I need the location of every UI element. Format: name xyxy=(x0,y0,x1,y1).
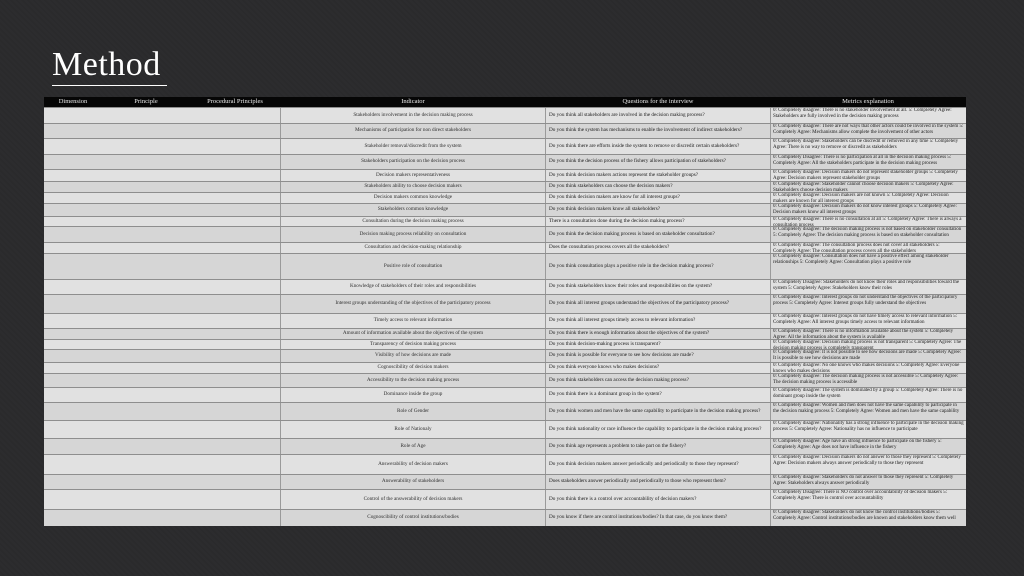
table-row xyxy=(44,474,966,489)
question-cell: Do you think stakeholders can access the decision making process? xyxy=(549,376,689,383)
indicator-cell: Timely access to relevant information xyxy=(280,314,546,328)
indicator-cell: Positive role of consultation xyxy=(280,254,546,279)
metric-cell: 0: Completely disagree: The consultation process does not cover all stakeholders 5: Completely Agree: The consultation process covers all the stakeholders xyxy=(770,243,966,253)
question-cell: Do you know if there are control institutions/bodies? In that case, do you know them? xyxy=(549,514,728,521)
metric-cell: 0: Completely disagree: There is no information available about the system 5: Completely Agree: All the information about the system is available xyxy=(770,329,966,339)
header-dimension: Dimension xyxy=(58,98,88,105)
question-cell: Does the consultation process covers all the stakeholders? xyxy=(549,244,670,251)
question-cell: Do you think decision makers actions represent the stakeholder groups? xyxy=(549,171,699,178)
metric-cell: 0: Completely disagree: Stakeholders do not answer to those they represent 5: Completely Agree: Stakeholders always answer periodically xyxy=(770,475,966,489)
metric-cell: 0: Completely Disagree: There is no participation at all in the decision making process 5: Completely Agree: All the stakeholders participate in the decision making process xyxy=(770,155,966,169)
metric-cell: 0: Completely disagree: Decision makers are not known 5: Completely Agree: Decision makers are known for all interest groups xyxy=(770,193,966,203)
table-row xyxy=(44,203,966,216)
question-cell: Do you think there is enough information about the objectives of the system? xyxy=(549,330,710,337)
indicator-cell: Decision makers representativeness xyxy=(280,170,546,181)
question-cell: Do you think all interest groups understand the objectives of the participatory process? xyxy=(549,300,730,307)
metric-cell: 0: Completely disagree: There is no stakeholder involvement at all. 5: Completely Agree: Stakeholders are fully involved in the decision making process xyxy=(770,108,966,123)
table-row xyxy=(44,402,966,420)
indicator-cell: Control of the answerability of decision makers xyxy=(280,490,546,509)
question-cell: Do you think there is a control over accountability of decision makers? xyxy=(549,495,697,502)
table-row xyxy=(44,294,966,313)
question-cell: Do you think decision makers are know for all interest groups? xyxy=(549,194,680,201)
table-row xyxy=(44,169,966,181)
question-cell: Do you think is possible for everyone to see how decisions are made? xyxy=(549,352,694,359)
table-row xyxy=(44,454,966,474)
metric-cell: 0: Completely disagree: Nationality has a strong influence to participate in the decision making process 5: Completely Agree: Nationality has no influence to participate xyxy=(770,421,966,438)
indicator-cell: Knowledge of stakeholders of their roles and responsibilities xyxy=(280,280,546,294)
question-cell: Do you think consultation plays a positive role in the decision making process? xyxy=(549,262,714,269)
question-cell: Does stakeholders answer periodically and periodically to those who represent them? xyxy=(549,478,726,485)
metric-cell: 0: Completely disagree: There is no consultation at all 5: Completely Agree: There is always a consultation process xyxy=(770,217,966,226)
table-row xyxy=(44,242,966,253)
table-row xyxy=(44,328,966,339)
indicator-cell: Mechanisms of participation for non direct stakeholders xyxy=(280,124,546,138)
table-row xyxy=(44,279,966,294)
metric-cell: 0: Completely disagree: Interest groups do not understand the objectives of the participatory process 5: Completely Agree: Interest groups fully understand the objectives xyxy=(770,295,966,313)
metric-cell: 0: Completely disagree: Decision making process is not transparent 5: Completely Agree: The decision making process is completely transparent xyxy=(770,340,966,349)
metric-cell: 0: Completely disagree: There are not ways that other actors could be involved in the system 5: Completely Agree: Mechanisms allow complete the involvement of other actors xyxy=(770,124,966,138)
indicator-cell: Consultation and decision-making relationship xyxy=(280,243,546,253)
question-cell: Do you think the decision process of the fishery allows participation of stakeholders? xyxy=(549,158,726,165)
header-principle: Principle xyxy=(134,98,158,105)
indicator-cell: Stakeholders involvement in the decision making process xyxy=(280,108,546,123)
table-row xyxy=(44,181,966,192)
metric-cell: 0: Completely disagree: No one knows who makes decisions 5: Completely Agree: Everyone knows who makes decisions xyxy=(770,363,966,373)
title-underline xyxy=(52,85,167,86)
method-table xyxy=(44,97,966,526)
metric-cell: 0: Completely disagree: Stakeholder cannot choose decision makers 5: Completely Agree: Stakeholders choose decision makers xyxy=(770,182,966,192)
table-row xyxy=(44,339,966,349)
header-indicator: Indicator xyxy=(401,98,425,105)
header-metrics: Metrics explanation xyxy=(842,98,894,105)
metric-cell: 0: Completely disagree: The decision making process is not accessible 5: Completely Agree: The decision making process is accessible xyxy=(770,374,966,387)
metric-cell: 0: Completely disagree: The decision making process is not based on stakeholder consultation 5: Completely Agree: The decision making process is based on stakeholder consultation xyxy=(770,227,966,242)
table-row xyxy=(44,489,966,509)
header-procedural-principles: Procedural Principles xyxy=(207,98,263,105)
question-cell: Do you think stakeholders can choose the decision makers? xyxy=(549,183,673,190)
question-cell: Do you think there are efforts inside the system to remove or discredit certain stakeholders? xyxy=(549,142,740,149)
indicator-cell: Role of Age xyxy=(280,439,546,454)
metric-cell: 0: Completely disagree: Decision makers do not answer to those they represent 5: Completely Agree: Decision makers always answer periodically to those they represent xyxy=(770,455,966,474)
question-cell: There is a consultation done during the decision making process? xyxy=(549,217,685,224)
table-row xyxy=(44,362,966,373)
metric-cell: 0: Completely disagree: The system is dominated by a group 5: Completely Agree: There is no dominant group inside the system xyxy=(770,388,966,402)
question-cell: Do you think the decision making process is based on stakeholder consultation? xyxy=(549,230,715,237)
table-row xyxy=(44,154,966,169)
indicator-cell: Cognoscibility of decision makers xyxy=(280,363,546,373)
question-cell: Do you think age represents a problem to take part on the fishery? xyxy=(549,442,687,449)
indicator-cell: Consultation during the decision making process xyxy=(280,217,546,226)
slide-title: Method xyxy=(52,46,161,83)
metric-cell: 0: Completely disagree: Consultation does not have a positive effect among stakeholder relationships 5: Completely Agree: Consultation plays a positive role xyxy=(770,254,966,279)
question-cell: Do you think all interest groups timely access to relevant information? xyxy=(549,317,696,324)
question-cell: Do you think nationality or race influence the capability to participate in the decision making process? xyxy=(549,425,762,432)
question-cell: Do you think decision makers know all stakeholders? xyxy=(549,206,661,213)
question-cell: Do you think stakeholders know their roles and responsibilities on the system? xyxy=(549,283,713,290)
indicator-cell: Cognoscibility of control institutions/bodies xyxy=(280,510,546,526)
indicator-cell: Decision makers common knowledge xyxy=(280,193,546,203)
metric-cell: 0: Completely Disagree: There is NO control over accountability of decision makers 5: Completely Agree: There is control over accountability xyxy=(770,490,966,509)
indicator-cell: Role of Gender xyxy=(280,403,546,420)
indicator-cell: Role of Nationaly xyxy=(280,421,546,438)
indicator-cell: Transparency of decision making process xyxy=(280,340,546,349)
indicator-cell: Stakeholders ability to choose decision makers xyxy=(280,182,546,192)
table-row xyxy=(44,107,966,123)
question-cell: Do you think women and men have the same capability to participate in the decision making process? xyxy=(549,407,761,414)
question-cell: Do you think the system has mechanisms to enable the involvement of indirect stakeholders? xyxy=(549,127,743,134)
metric-cell: 0: Completely disagree: Women and men does not have the same capability to participate in the decision making process 5: Completely Agree: Women and men have the same capability xyxy=(770,403,966,420)
indicator-cell: Amount of information available about the objectives of the system xyxy=(280,329,546,339)
metric-cell: 0: Completely disagree: Decision makers do not know interest groups 5: Completely Agree: Decision makers know all interest groups xyxy=(770,204,966,216)
question-cell: Do you think decision-making process is transparent? xyxy=(549,340,661,347)
metric-cell: 0: Completely Disagree: Stakeholders do not know their roles and responsibilities toward the system 5: Completely Agree: Stakeholders know their roles xyxy=(770,280,966,294)
metric-cell: 0: Completely disagree: Decision makers do not represent stakeholder groups 5: Completely Agree: Decision makers represent stakeholder groups xyxy=(770,170,966,181)
question-cell: Do you think there is a dominant group in the system? xyxy=(549,391,662,398)
question-cell: Do you think decision makers answer periodically and periodically to those they represent? xyxy=(549,460,739,467)
table-row xyxy=(44,253,966,279)
indicator-cell: Interest groups understanding of the objectives of the participatory process xyxy=(280,295,546,313)
header-questions: Questions for the interview xyxy=(622,98,694,105)
table-row xyxy=(44,226,966,242)
table-row xyxy=(44,123,966,138)
indicator-cell: Stakeholder removal/discredit from the system xyxy=(280,139,546,154)
indicator-cell: Answerability of decision makers xyxy=(280,455,546,474)
indicator-cell: Answerability of stakeholders xyxy=(280,475,546,489)
metric-cell: 0: Completely disagree: Stakeholders can be discredit or removed in any time 5: Completely Agree: There is no way to remove or discredit as stakeholders xyxy=(770,139,966,154)
indicator-cell: Visibility of how decisions are made xyxy=(280,350,546,362)
table-row xyxy=(44,438,966,454)
indicator-cell: Stakeholders participation on the decision process xyxy=(280,155,546,169)
indicator-cell: Decision making process reliability on consultation xyxy=(280,227,546,242)
question-cell: Do you think all stakeholders are involved in the decision making process? xyxy=(549,111,705,118)
table-row xyxy=(44,216,966,226)
table-header xyxy=(44,97,966,107)
table-row xyxy=(44,313,966,328)
table-row xyxy=(44,349,966,362)
metric-cell: 0: Completely disagree: Stakeholders do not know the control institutions/bodies 5: Completely Agree: Control institutions/bodies are known and stakeholders know them well xyxy=(770,510,966,526)
indicator-cell: Stakeholders common knowledge xyxy=(280,204,546,216)
indicator-cell: Accessibility to the decision making process xyxy=(280,374,546,387)
table-row xyxy=(44,192,966,203)
table-row xyxy=(44,420,966,438)
table-row xyxy=(44,509,966,526)
indicator-cell: Dominance inside the group xyxy=(280,388,546,402)
table-row xyxy=(44,138,966,154)
table-row xyxy=(44,387,966,402)
question-cell: Do you think everyone knows who makes decisions? xyxy=(549,364,660,371)
metric-cell: 0: Completely disagree: It is not possible to see how decisions are made 5: Completely Agree: It is possible to see how decisions are made xyxy=(770,350,966,362)
metric-cell: 0: Completely disagree: Age have an strong influence to participate on the fishery 5: Completely Agree: Age does not have influence in the fishery xyxy=(770,439,966,454)
metric-cell: 0: Completely disagree: Interest groups do not have timely access to relevant information 5: Completely Agree: All interest groups timely access to relevant information xyxy=(770,314,966,328)
table-row xyxy=(44,373,966,387)
